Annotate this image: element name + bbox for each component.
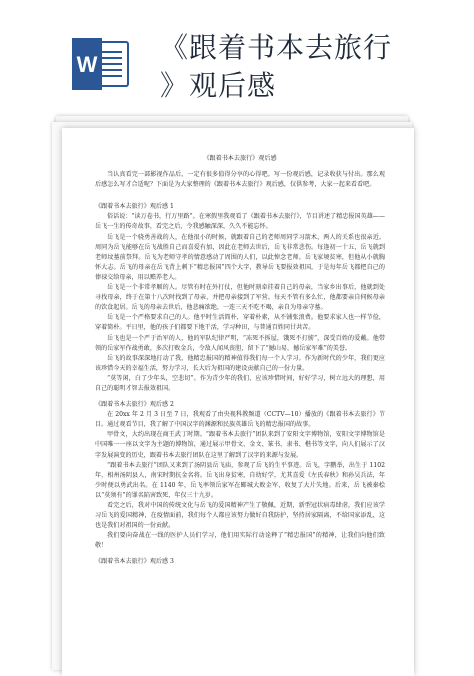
paragraph: 看完之后，我对中国的传统文化与岳飞的爱国精神产生了敬佩，近期，新型冠状病毒肆虐，我们应该学习岳飞的爱国精神，在疫情面前，我们每个人都应该努力做好自我防护，坚持居家隔离，不给国家添乱，这也是我们对祖国的一份贡献。 <box>95 502 385 530</box>
page-title-line-1: 《跟着书本去旅行 <box>160 31 393 64</box>
intro-paragraph: 当认真看完一部影视作品后，一定有很多值得分享的心得吧。写一份观后感，记录收获与付出。那么观后感怎么写才合适呢？下面是为大家整理的《跟着书本去旅行》观后感，仅供参考，大家一起来看看吧。 <box>95 171 385 189</box>
document-page[interactable] <box>62 128 414 676</box>
paragraph: 我们要向奋战在一线的医护人员们学习，他们用实际行动诠释了“精忠报国”的精神，让我们向他们致敬！ <box>95 532 385 550</box>
document-title: 《跟着书本去旅行》观后感 <box>203 155 277 162</box>
document-preview <box>0 108 474 669</box>
word-document-icon <box>70 38 130 90</box>
paragraph: 俗话说：“读万卷书，行万里路”。在寒假里我观看了《跟着书本去旅行》，节目讲述了精忠报国英雄——岳飞一生的传奇故事，看完之后，令我感触深深，久久不能忘怀。 <box>95 213 385 231</box>
paragraph: 岳飞的故事深深地打动了我，他精忠报国的精神值得我们每一个人学习。作为新时代的少年，我们更应该珍惜今天的幸福生活，努力学习，长大后为祖国的建设贡献自己的一份力量。 <box>95 354 385 372</box>
document-body <box>95 154 385 568</box>
section-title-2: 《跟着书本去旅行》观后感 2 <box>95 401 174 409</box>
section-title-1: 《跟着书本去旅行》观后感 1 <box>95 203 174 211</box>
paragraph: 岳飞是一个严格要求自己的人。他平时生活简朴，穿着朴素，从不铺张浪费。他要求家人也一样节俭，穿着简朴。平日里，他的孩子们都要下地干活，学习种田，与普通百姓同甘共苦。 <box>95 314 385 332</box>
logo-letter: W <box>76 52 98 77</box>
document-header <box>0 0 474 112</box>
paragraph: 岳飞是一个骁勇善战的人，在他很小的时候，就跟着自己的老师周同学习箭术，两人的关系也很亲近。周同为岳飞能够在岳飞战胜自己而喜爱有加，因此在老师去世后，岳飞非常悲伤。每逢初一十五，岳飞就到老师坟墓前祭拜。岳飞为老师守孝的情意感动了周围的人们，以此悼念老师。岳飞家境贫寒，但他从小就胸怀大志。岳飞的母亲在岳飞背上刺下“精忠报国”四个大字，教导岳飞要报效祖国，于是每年岳飞都把自己的俸禄交给母亲，用以赡养老人。 <box>95 233 385 281</box>
paragraph: 岳飞也是一个严于治军的人，他的军队纪律严明，“冻死不拆屋，饿死不打掳”，深受百姓的爱戴。他带领的岳家军作战勇敢，多次打败金兵，令敌人闻风丧胆，留下了“撼山易，撼岳家军难”的美誉。 <box>95 334 385 352</box>
paragraph: 在 20xx 年 2 月 3 日至 7 日，我观看了由央视科教频道（CCTV—10）播放的《跟着书本去旅行》节目。通过观看节目，我了解了中国汉字的渊源和民族英雄岳飞的精忠报国的故事。 <box>95 411 385 429</box>
paragraph: “跟着书本去旅行”团队又来到了汤阴县岳飞庙，参观了岳飞的生平事迹。岳飞，字鹏举，出生于 1102 年，相州汤阴县人，南宋时期抗金名将。岳飞出身贫寒，自幼好学，尤其喜爱《左氏春秋》和孙吴兵法，年少时便以勇武出名。在 1140 年，岳飞率领岳家军在郾城大败金军，收复了大片失地。后来，岳飞被秦桧以“莫须有”的罪名陷害致死，年仅三十九岁。 <box>95 461 385 499</box>
paragraph: 岳飞是一个非常孝顺的人。尽管有时在外打仗，但他时刻牵挂着自己的母亲，当家乡出事后，他就到处寻找母亲，终于在第十八次时找到了母亲，并把母亲接到了军营。每天不管有多么忙，他都要亲自伺候母亲的饮食起居。岳飞的母亲去世后，他悲痛欲绝，一连三天不吃不喝，亲自为母亲守墓。 <box>95 284 385 312</box>
section-title-3: 《跟着书本去旅行》观后感 3 <box>95 558 174 566</box>
page-title-line-2: 》观后感 <box>160 69 277 102</box>
paragraph: “莫等闲，白了少年头，空悲切”。作为青少年的我们，应该珍惜时间，好好学习，树立远大的理想，用自己的聪明才智去报效祖国。 <box>95 374 385 392</box>
paragraph: 甲骨文，大约出现在商王武丁时期。“跟着书本去旅行”团队来到了安阳文字博物馆，安阳文字博物馆是中国唯一一座以文字为主题的博物馆，通过展示甲骨文、金文、篆书、隶书、楷书等文字，向人们展示了汉字发展演变的历史，跟着书本去旅行团队在这里了解到了汉字的来源与发展。 <box>95 431 385 459</box>
